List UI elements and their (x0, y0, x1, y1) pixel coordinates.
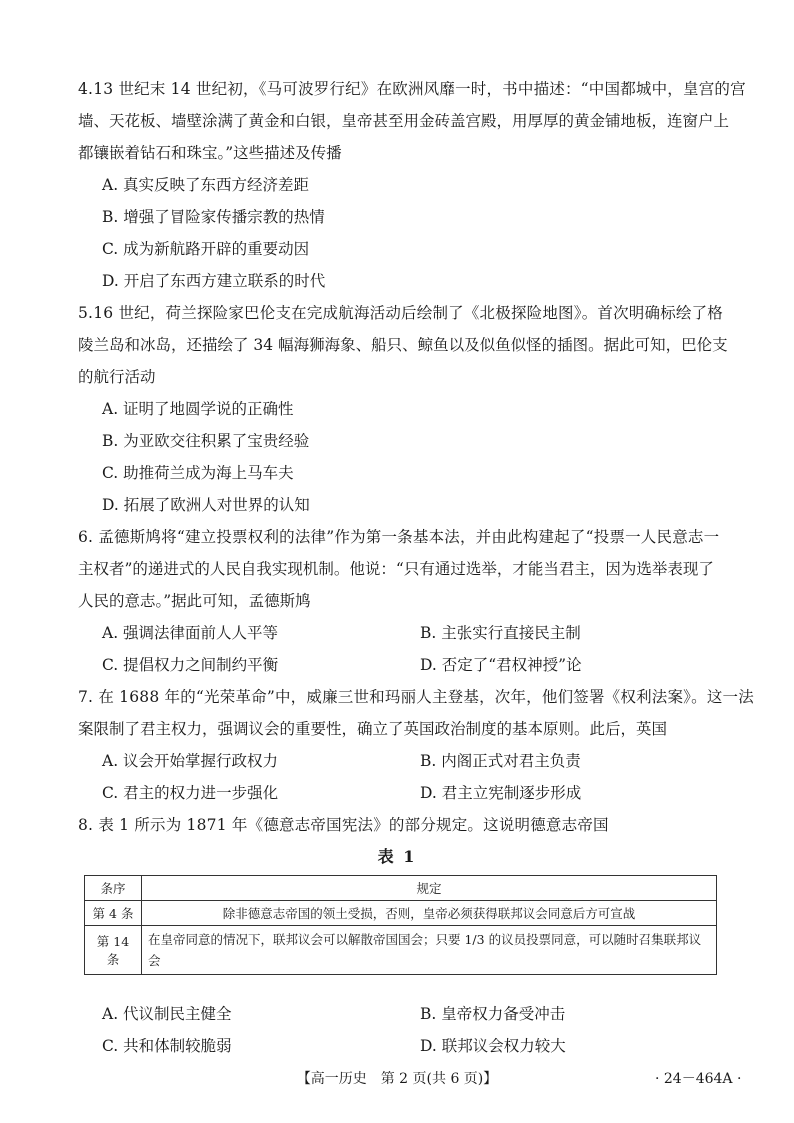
question-8-option-a[interactable]: A. 代议制民主健全 (102, 1005, 232, 1023)
question-4-line-3: 都镶嵌着钻石和珠宝。”这些描述及传播 (78, 144, 342, 162)
question-5-line-1: 5.16 世纪，荷兰探险家巴伦支在完成航海活动后绘制了《北极探险地图》。首次明确标绘了格 (78, 304, 723, 322)
table-cell-rule: 在皇帝同意的情况下，联邦议会可以解散帝国国会；只要 1/3 的议员投票同意，可以随时召集联邦议会 (142, 926, 717, 975)
question-8-line-1: 8. 表 1 所示为 1871 年《德意志帝国宪法》的部分规定。这说明德意志帝国 (78, 816, 609, 834)
question-5-line-3: 的航行活动 (78, 368, 156, 386)
question-6-option-b[interactable]: B. 主张实行直接民主制 (420, 624, 581, 642)
question-6-option-a[interactable]: A. 强调法律面前人人平等 (102, 624, 279, 642)
table-header-rule: 规定 (142, 876, 717, 901)
table-title: 表 1 (377, 847, 417, 866)
question-5-option-b[interactable]: B. 为亚欧交往积累了宝贵经验 (102, 432, 310, 450)
question-6-line-3: 人民的意志。”据此可知，孟德斯鸠 (78, 592, 311, 610)
constitution-table (84, 875, 717, 975)
question-7-line-2: 案限制了君主权力，强调议会的重要性，确立了英国政治制度的基本原则。此后，英国 (78, 720, 668, 738)
table-cell-article: 第 14 条 (85, 926, 142, 975)
table-cell-rule: 除非德意志帝国的领土受损，否则，皇帝必须获得联邦议会同意后方可宣战 (142, 901, 717, 926)
page-footer: 【高一历史 第 2 页(共 6 页)】 (296, 1071, 498, 1087)
question-6-line-2: 主权者”的递进式的人民自我实现机制。他说：“只有通过选举，才能当君主，因为选举表现了 (78, 560, 714, 578)
table-cell-article: 第 4 条 (85, 901, 142, 926)
question-6-option-d[interactable]: D. 否定了“君权神授”论 (420, 656, 582, 674)
question-7-option-a[interactable]: A. 议会开始掌握行政权力 (102, 752, 279, 770)
question-7-line-1: 7. 在 1688 年的“光荣革命”中，威廉三世和玛丽人主登基，次年，他们签署《权利法案》。这一法 (78, 688, 754, 706)
question-5-line-2: 陵兰岛和冰岛，还描绘了 34 幅海狮海象、船只、鲸鱼以及似鱼似怪的插图。据此可知，巴伦支 (78, 336, 728, 354)
table-header-article: 条序 (85, 876, 142, 901)
question-6-line-1: 6. 孟德斯鸠将“建立投票权利的法律”作为第一条基本法，并由此构建起了“投票一人民意志一 (78, 528, 720, 546)
question-5-option-a[interactable]: A. 证明了地圆学说的正确性 (102, 400, 294, 418)
question-8-option-b[interactable]: B. 皇帝权力备受冲击 (420, 1005, 566, 1023)
table-row (85, 901, 717, 926)
question-6-option-c[interactable]: C. 提倡权力之间制约平衡 (102, 656, 279, 674)
question-5-option-c[interactable]: C. 助推荷兰成为海上马车夫 (102, 464, 294, 482)
question-5-option-d[interactable]: D. 拓展了欧洲人对世界的认知 (102, 496, 310, 514)
question-4-line-1: 4.13 世纪末 14 世纪初，《马可波罗行纪》在欧洲风靡一时，书中描述：“中国都城中，皇宫的宫 (78, 80, 746, 98)
question-4-option-d[interactable]: D. 开启了东西方建立联系的时代 (102, 272, 326, 290)
question-4-option-b[interactable]: B. 增强了冒险家传播宗教的热情 (102, 208, 325, 226)
question-8-option-c[interactable]: C. 共和体制较脆弱 (102, 1037, 232, 1055)
question-7-option-d[interactable]: D. 君主立宪制逐步形成 (420, 784, 582, 802)
paper-code: · 24－464A · (655, 1071, 742, 1087)
question-8-option-d[interactable]: D. 联邦议会权力较大 (420, 1037, 566, 1055)
table-header-row (85, 876, 717, 901)
question-7-option-c[interactable]: C. 君主的权力进一步强化 (102, 784, 279, 802)
question-4-line-2: 墙、天花板、墙壁涂满了黄金和白银，皇帝甚至用金砖盖宫殿，用厚厚的黄金铺地板，连窗户上 (78, 112, 730, 130)
question-4-option-a[interactable]: A. 真实反映了东西方经济差距 (102, 176, 310, 194)
table-row (85, 926, 717, 975)
question-4-option-c[interactable]: C. 成为新航路开辟的重要动因 (102, 240, 310, 258)
question-7-option-b[interactable]: B. 内阁正式对君主负责 (420, 752, 581, 770)
